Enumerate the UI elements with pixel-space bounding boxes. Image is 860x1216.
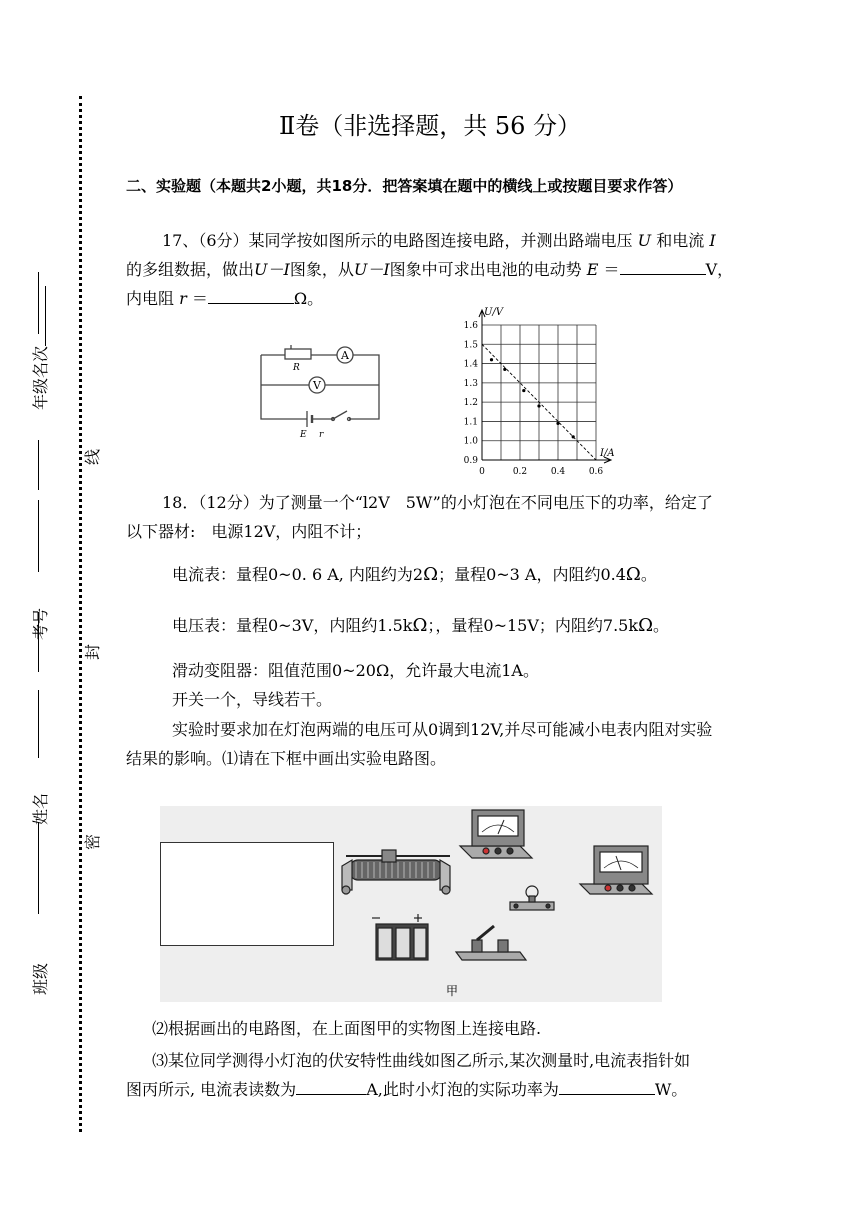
chart-axes xyxy=(479,310,611,463)
current-reading-blank[interactable] xyxy=(296,1094,366,1095)
q17-line-2: 的多组数据，做出U－I图象，从U－I图象中可求出电池的电动势 E ＝ V， xyxy=(126,260,734,279)
part-3-line-1: ⑶某位同学测得小灯泡的伏安特性曲线如图乙所示,某次测量时,电流表指针如 xyxy=(152,1051,691,1070)
power-answer-blank[interactable] xyxy=(559,1094,655,1095)
switch-lever xyxy=(333,411,347,419)
part-3-line-2: 图丙所示, 电流表读数为 A,此时小灯泡的实际功率为 W。 xyxy=(126,1080,688,1099)
rheostat-spec: 滑动变阻器：阻值范围0~20Ω，允许最大电流1A。 xyxy=(172,661,539,680)
q17-line-1: 17、（6分）某同学按如图所示的电路图连接电路，并测出路端电压 U 和电流 I xyxy=(162,231,716,250)
circuit-diagram xyxy=(255,335,385,445)
q17-line-3: 内电阻 r ＝ Ω。 xyxy=(126,289,324,308)
data-point xyxy=(572,435,575,438)
circuit-wire xyxy=(261,355,307,419)
internal-resistance-label: r xyxy=(319,430,324,440)
emf-label: E xyxy=(300,430,307,440)
battery-device xyxy=(372,914,428,960)
apparatus-figure xyxy=(160,806,662,1002)
page-title: Ⅱ卷（非选择题，共 56 分） xyxy=(278,112,582,140)
y-tick-label: 1.2 xyxy=(463,398,478,409)
part-3-text xyxy=(126,1046,786,1104)
chart-points xyxy=(490,358,575,438)
rheostat-symbol xyxy=(285,349,311,359)
ammeter-spec: 电流表：量程0~0. 6 A, 内阻约为2Ω；量程0~3 A，内阻约0.4Ω。 xyxy=(172,564,657,585)
margin-underline xyxy=(38,690,40,758)
emf-answer-blank[interactable] xyxy=(620,274,706,275)
margin-underline xyxy=(38,500,40,572)
y-tick-label: 1.1 xyxy=(463,417,478,428)
grade-rank-field: 年级名次 xyxy=(28,290,48,410)
ui-graph xyxy=(450,305,635,480)
question-18 xyxy=(126,488,786,546)
switch-spec: 开关一个，导线若干。 xyxy=(172,690,333,709)
x-tick-label: 0 xyxy=(479,467,485,477)
y-tick-label: 0.9 xyxy=(463,456,478,466)
voltmeter-spec: 电压表：量程0~3V，内阻约1.5kΩ；，量程0~15V；内阻约7.5kΩ。 xyxy=(172,615,670,636)
y-tick-label: 1.0 xyxy=(463,436,478,447)
y-tick-label: 1.4 xyxy=(463,359,478,370)
y-tick-label: 1.6 xyxy=(463,321,478,331)
x-tick-label: 0.6 xyxy=(588,467,604,477)
class-field: 班级 xyxy=(31,962,50,995)
resistor-label: R xyxy=(293,363,300,373)
figure-caption: 甲 xyxy=(446,984,459,998)
seal-line-char: 线 xyxy=(83,448,102,465)
part-2-text: ⑵根据画出的电路图，在上面图甲的实物图上连接电路. xyxy=(152,1019,542,1038)
data-point xyxy=(537,404,540,407)
voltmeter-label: V xyxy=(313,379,321,392)
q18-line-2: 以下器材: 电源12V，内阻不计； xyxy=(126,522,372,541)
exam-no-field: 考号 xyxy=(31,607,50,640)
question-17 xyxy=(126,226,786,313)
rheostat-device xyxy=(342,850,450,894)
ammeter-label: A xyxy=(341,349,349,362)
voltmeter-device xyxy=(580,846,652,894)
binding-dotted-line xyxy=(79,96,82,1132)
lamp-device xyxy=(510,886,554,910)
margin-underline xyxy=(38,822,40,914)
margin-underline xyxy=(38,272,40,334)
data-point xyxy=(556,422,559,425)
x-tick-label: 0.4 xyxy=(550,467,566,477)
name-field: 姓名 xyxy=(31,792,50,825)
seal-secret-char: 密 xyxy=(83,833,102,850)
section-heading: 二、实验题（本题共2小题，共18分．把答案填在题中的横线上或按题目要求作答） xyxy=(126,177,683,195)
margin-underline xyxy=(38,440,40,490)
margin-underline xyxy=(38,612,40,672)
x-axis-label: I/A xyxy=(600,448,615,459)
y-tick-label: 1.5 xyxy=(463,340,478,351)
data-point xyxy=(490,358,493,361)
circuit-wire xyxy=(349,355,379,419)
chart-grid xyxy=(482,325,596,460)
switch-device xyxy=(456,926,526,960)
requirement-line-2: 结果的影响。⑴请在下框中画出实验电路图。 xyxy=(126,749,447,768)
resistance-answer-blank[interactable] xyxy=(208,303,294,304)
seal-seal-char: 封 xyxy=(83,643,102,660)
apparatus-drawing xyxy=(160,806,662,1002)
y-axis-label: U/V xyxy=(484,307,504,318)
x-tick-label: 0.2 xyxy=(512,467,528,477)
q18-line-1: 18．（12分）为了测量一个“l2V 5W”的小灯泡在不同电压下的功率，给定了 xyxy=(162,493,713,512)
requirement-text xyxy=(126,715,786,773)
ammeter-device xyxy=(460,810,532,858)
data-point xyxy=(503,368,506,371)
y-tick-label: 1.3 xyxy=(463,378,478,389)
requirement-line-1: 实验时要求加在灯泡两端的电压可从0调到12V,并尽可能减小电表内阻对实验 xyxy=(172,720,713,739)
data-point xyxy=(522,389,525,392)
